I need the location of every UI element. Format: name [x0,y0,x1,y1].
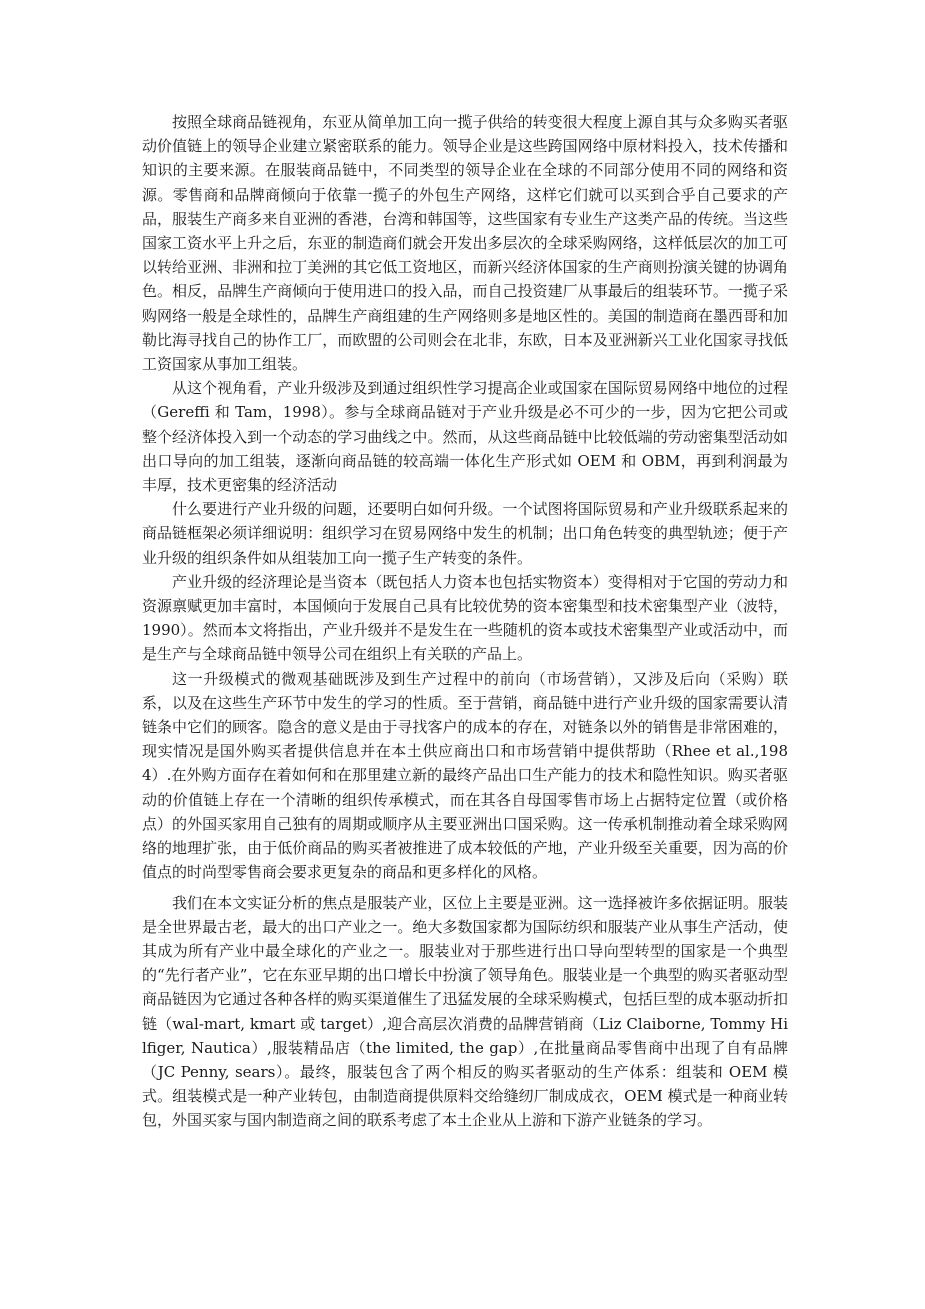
paragraph-2: 从这个视角看，产业升级涉及到通过组织性学习提高企业或国家在国际贸易网络中地位的过程（Gereffi 和 Tam，1998）。参与全球商品链对于产业升级是必不可少的一步，因为它把公司或整个经济体投入到一个动态的学习曲线之中。然而，从这些商品链中比较低端的劳动密集型活动如出口导向的加工组装，逐渐向商品链的较高端一体化生产形式如 OEM 和 OBM，再到利润最为丰厚，技术更密集的经济活动 [142,379,788,495]
paragraph-6: 我们在本文实证分析的焦点是服装产业，区位上主要是亚洲。这一选择被许多依据证明。服装是全世界最古老，最大的出口产业之一。绝大多数国家都为国际纺织和服装产业从事生产活动，使其成为所有产业中最全球化的产业之一。服装业对于那些进行出口导向型转型的国家是一个典型的“先行者产业”，它在东亚早期的出口增长中扮演了领导角色。服装业是一个典型的购买者驱动型商品链因为它通过各种各样的购买渠道催生了迅猛发展的全球采购模式，包括巨型的成本驱动折扣链（wal-mart, kmart 或 target）,迎合高层次消费的品牌营销商（Liz Claiborne, Tommy Hilfiger, Nautica）,服装精品店（the limited, the gap）,在批量商品零售商中出现了自有品牌（JC Penny, sears）。最终，服装包含了两个相反的购买者驱动的生产体系：组装和 OEM 模式。组装模式是一种产业转包，由制造商提供原料交给缝纫厂制成成衣，OEM 模式是一种商业转包，外国买家与国内制造商之间的联系考虑了本土企业从上游和下游产业链条的学习。 [142,893,788,1130]
paragraph-3: 什么要进行产业升级的问题，还要明白如何升级。一个试图将国际贸易和产业升级联系起来的商品链框架必须详细说明：组织学习在贸易网络中发生的机制；出口角色转变的典型轨迹；便于产业升级的组织条件如从组装加工向一揽子生产转变的条件。 [142,500,788,567]
paragraph-4: 产业升级的经济理论是当资本（既包括人力资本也包括实物资本）变得相对于它国的劳动力和资源禀赋更加丰富时，本国倾向于发展自己具有比较优势的资本密集型和技术密集型产业（波特，1990）。然而本文将指出，产业升级并不是发生在一些随机的资本或技术密集型产业或活动中，而是生产与全球商品链中领导公司在组织上有关联的产品上。 [142,572,788,664]
paragraph-5: 这一升级模式的微观基础既涉及到生产过程中的前向（市场营销），又涉及后向（采购）联系，以及在这些生产环节中发生的学习的性质。至于营销，商品链中进行产业升级的国家需要认清链条中它们的顾客。隐含的意义是由于寻找客户的成本的存在，对链条以外的销售是非常困难的，现实情况是国外购买者提供信息并在本土供应商出口和市场营销中提供帮助（Rhee et al.,1984）.在外购方面存在着如何和在那里建立新的最终产品出口生产能力的技术和隐性知识。购买者驱动的价值链上存在一个清晰的组织传承模式，而在其各自母国零售市场上占据特定位置（或价格点）的外国买家用自己独有的周期或顺序从主要亚洲出口国采购。这一传承机制推动着全球采购网络的地理扩张，由于低价商品的购买者被推进了成本较低的产地，产业升级至关重要，因为高的价值点的时尚型零售商会要求更复杂的商品和更多样化的风格。 [142,669,788,882]
article-body [142,110,788,1133]
paragraph-1: 按照全球商品链视角，东亚从简单加工向一揽子供给的转变很大程度上源自其与众多购买者驱动价值链上的领导企业建立紧密联系的能力。领导企业是这些跨国网络中原材料投入，技术传播和知识的主要来源。在服装商品链中，不同类型的领导企业在全球的不同部分使用不同的网络和资源。零售商和品牌商倾向于依靠一揽子的外包生产网络，这样它们就可以买到合乎自己要求的产品，服装生产商多来自亚洲的香港，台湾和韩国等，这些国家有专业生产这类产品的传统。当这些国家工资水平上升之后，东亚的制造商们就会开发出多层次的全球采购网络，这样低层次的加工可以转给亚洲、非洲和拉丁美洲的其它低工资地区，而新兴经济体国家的生产商则扮演关键的协调角色。相反，品牌生产商倾向于使用进口的投入品，而自己投资建厂从事最后的组装环节。一揽子采购网络一般是全球性的，品牌生产商组建的生产网络则多是地区性的。美国的制造商在墨西哥和加勒比海寻找自己的协作工厂，而欧盟的公司则会在北非，东欧，日本及亚洲新兴工业化国家寻找低工资国家从事加工组装。 [142,113,788,374]
